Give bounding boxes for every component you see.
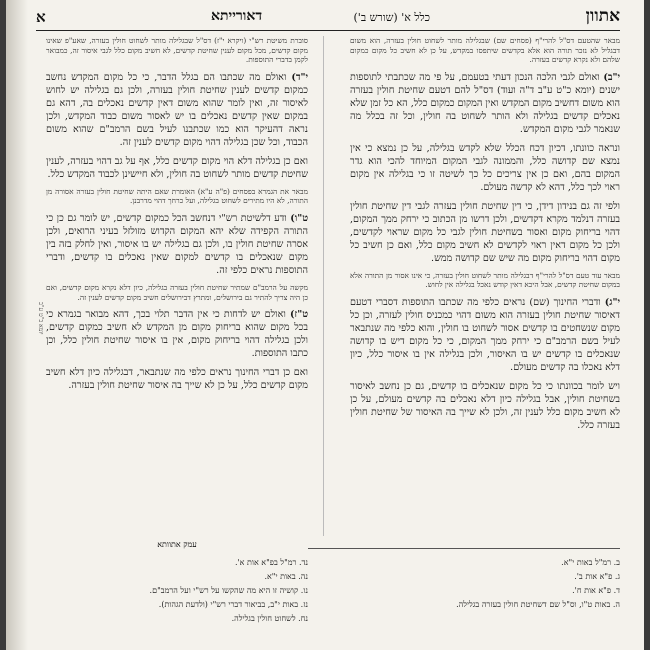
margin-reference: יומא כ"ט ע"ב	[37, 302, 44, 335]
footnote: ג. פ"א אות ב'.	[574, 572, 620, 581]
footnote: נח. לשחוט חולין בגלילה.	[231, 614, 308, 623]
footnote: נה. באות י"א.	[264, 572, 308, 581]
footnotes-right	[350, 556, 620, 612]
gutter-shadow	[6, 0, 28, 650]
right-column	[350, 36, 620, 536]
header-chapter: כלל א' (שורש ב')	[353, 11, 430, 24]
running-header	[36, 6, 620, 30]
text-paragraph: ואם כן דברי החינוך נראים כלפי מה שנתבאר, דבגלילה כיון דלא חשיב מקום קדשים כלל, על כן לא שייך בה איסור שחיטת חולין בעזרה.	[46, 367, 308, 392]
footnote: ה. באות ט"ו, וס"ל שם דשחיטת חולין בעזרה בגלילה.	[456, 600, 620, 609]
page-number: א	[36, 8, 46, 26]
text-paragraph: י"ד) ואולם מה שכתבו הם בגלל הדבר, כי כל מקום המקדש נחשב כמקום קדשים לענין שחיטת חולין בעזרה, ולכן גם בגלילה יש לחוש לאיסור זה, ואין לומר שהוא משום דאין קדשים נאכלים בה, דהא גם במקום שאין קדשים נאכלים בו יש לאסור משום כבוד המקדש, ולכן נראה דהעיקר הוא כמו שכתבנו לעיל בשם הרמב"ם שהוא משום הכבוד, וכל שכן בגלילה דהוי מקום קדשים לענין זה.	[46, 71, 308, 148]
summary-paragraph: סוברת משיטת רש"י (ויקרא י"ז) דס"ל שבגלילה מותר לשחוט חולין בעזרה, שאע"פ שאינו מקום קדשים, מכל מקום לענין שחיטת קדשים, לא חשיב מקום כלל לגבי איסור זה, כמבואר לקמן בדברי התוספות.	[46, 36, 308, 65]
summary-paragraph: מבאר עוד טעם דס"ל להרי"ף דבגלילה מותר לשחוט חולין בעזרה, כי אינו אסור מן התורה אלא במקום שחיטת קדשים, אבל היכא דאין קודש נאכל בגלילה אין לחוש.	[350, 270, 620, 290]
footnotes-header: עמק אתוותא	[46, 540, 308, 549]
header-title-left: דאורייתא	[211, 8, 263, 24]
text-paragraph: ט"ז) ואולם יש לדחות כי אין הדבר תלוי בכך, דהא מבואר בגמרא כי בכל מקום שהוא בריחוק מקום מן המקדש לא חשיב כמקום קדשים, ולכן בגלילה דהוי בריחוק מקום, אין בו איסור שחיטת חולין כלל, וכן כתבו התוספות.	[46, 309, 308, 360]
footnote: נז. באות י"ב, בביאור דברי רש"י (ולדעת הגהות).	[158, 600, 308, 609]
text-paragraph: ואם כן בגלילה דלא הוי מקום קדשים כלל, אף על גב דהוי בעזרה, לענין שחיטת קדשים מותר לשחוט בה חולין, ולא חיישינן לכבוד המקדש כלל.	[46, 155, 308, 180]
text-paragraph: י"ג) ודברי החינוך (שם) נראים כלפי מה שכתבו התוספות דסברי דטעם דאיסור שחיטת חולין בעזרה הוא משום דהוי כמכניס חולין לעזרה, וכן כל מקום שנשחטים בו קדשים אסור לשחוט בו חולין, והוא כלפי מה שנתבאר לעיל בשם הרמב"ם כי ירחק ממך המקום, כי כל מקום דיש בו קדושה שנאכלים בו קדשים יש בו האיסור, ולכן בגלילה אין בו איסור כלל, כיון דלא נאכלו בה קדשים מעולם.	[350, 296, 620, 373]
text-paragraph: ט"ו) ודע דלשיטת רש"י דנחשב הכל כמקום קדשים, יש לומר גם כן כי התורה הקפידה שלא יהא המקום הקדוש מזולזל בעיני הרואים, ולכן אסרה שחיטת חולין בו, ולכן גם בגלילה יש בו איסור, ואין לחלק בזה בין מקום שנאכלים בו קדשים למקום שאין נאכלים בו קדשים, ודברי התוספות נראים כלפי זה.	[46, 212, 308, 276]
header-rule	[36, 30, 620, 31]
header-title-right: אתוון	[585, 6, 620, 26]
summary-paragraph: מקשה על הרמב"ם שמתיר שחיטת חולין בעזרה בגלילה, כיון דלא נקרא מקום קדשים, ואם כן היה צריך להתיר גם בירושלים, ומתרץ דבירושלים חשיב מקום קדשים לענין זה.	[46, 282, 308, 302]
text-paragraph: י"ב) ואולם לגבי הלכה הנכון דעתי בטעמם, על פי מה שכתבתי לתוספות ישנים (יומא כ"ט ע"ב ד"ה ועוד) דס"ל להם דטעם שחיטת חולין בעזרה הוא משום דחשיב מקום המקדש ואין המקום כמקום כלל, הא כל זמן שלא נאכלים קדשים בגלילה ולא הותר לשחוט בה חולין, וכל זה בכלל מה שנאמר לגבי מקום המקדש.	[350, 71, 620, 135]
summary-paragraph: מבאר שהטעם דס"ל להרי"ף (פסחים שם) שבגלילה מותר לשחוט חולין בעזרה, הוא משום דבגליל לא נזכר תורה הוא אלא בקדשים שיתפסו במקדש, על כן לא חשיב כל מקום כמקום שלהם ולא נקרא קדשים בעזרה.	[350, 36, 620, 65]
footnote: נו. קושיה זו היא מה שהקשו על רש"י ועל הרמב"ם.	[149, 586, 308, 595]
footnote: ד. פ"א אות ח'.	[572, 586, 620, 595]
summary-paragraph: מבאר את הגמרא בפסחים (פ"ה ע"א) האומרת שאם היתה שחיטת חולין בעזרה אסורה מן התורה, לא היו מתירים לשחוט בגלילה, ועל כרחך דהוי מדרבנן.	[46, 186, 308, 206]
book-page	[6, 0, 644, 650]
footnotes-left	[46, 556, 308, 626]
text-paragraph: ולפי זה גם בנידון דידן, כי דין שחיטת חולין בעזרה לגבי דין שחיטת חולין בעזרה דנלמד מקרא דקדשים, ולכן דרשו מן הכתוב כי ירחק ממך המקום, דהוי בריחוק מקום ואסור בשחיטת חולין לגבי כל מקום שראוי לקדשים, ולכן כל מקום דאין ראוי לקדשים לא חשיב מקום כלל, ואם כן חשיב כל מקום דהוי בריחוק מקום מה שיש שם קדושה ממש.	[350, 200, 620, 264]
footnote: ב. רמ"ל באות י"א.	[561, 558, 620, 567]
column-divider	[323, 36, 324, 536]
text-paragraph: ונראה כוונתו, דכיון דכח הכלל שלא לקדש בגלילה, על כן נמצא כי אין נמצא שם קדושה כלל, והממונה לגבי המקום המיוחד להכי הוא גדר המקום בהם, ואם כן אין צריכים כל כך לשיטה זו כי בגלילה אין מקום ראוי לכך כלל, דהא לא קדשה מעולם.	[350, 142, 620, 193]
footnote: נד. רמ"ל בפ"א אות א'.	[234, 558, 308, 567]
text-paragraph: ויש לומר בכוונתו כי כל מקום שנאכלים בו קדשים, גם כן נחשב לאיסור בשחיטת חולין, אבל בגלילה כיון דלא נאכלים בה קדשים מעולם, על כן לא חשיב מקום כלל לענין זה, ולכן לא שייך בה האיסור של שחיטת חולין בעזרה כלל.	[350, 380, 620, 431]
left-column	[46, 36, 308, 536]
